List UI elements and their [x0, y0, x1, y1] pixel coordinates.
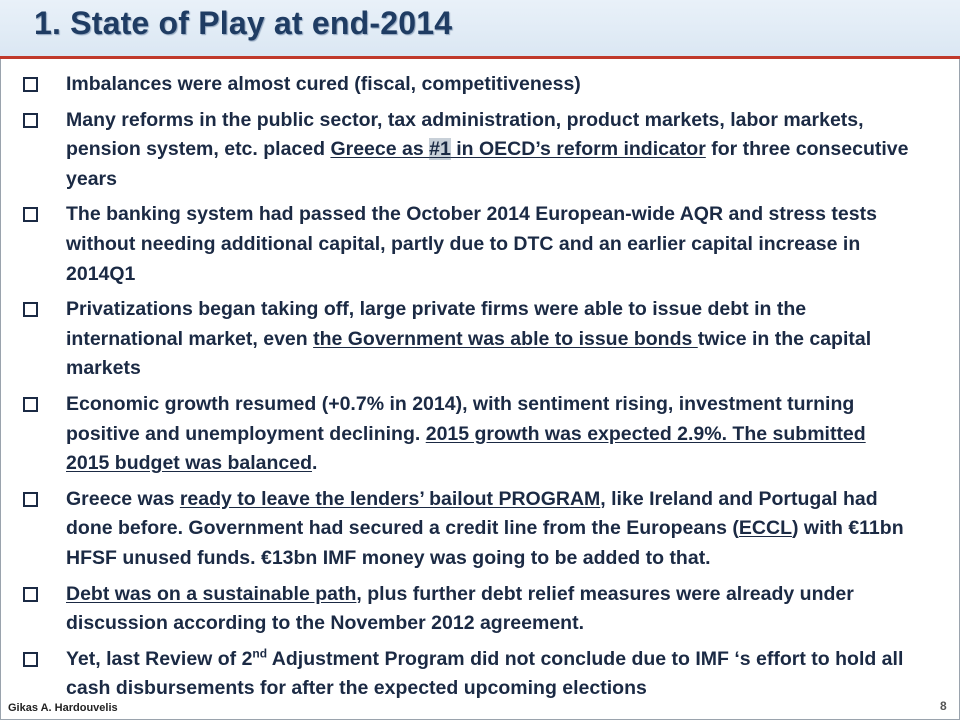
checkbox-bullet-icon [23, 587, 38, 602]
checkbox-bullet-icon [23, 492, 38, 507]
bullet-text: Yet, last Review of 2 [66, 647, 253, 670]
checkbox-bullet-icon [23, 77, 38, 92]
bullet-text: Imbalances were almost cured (fiscal, competitiveness) [66, 73, 581, 95]
bullet-text: . [312, 452, 318, 475]
bullet-item [0, 390, 960, 479]
page-number: 8 [940, 699, 947, 713]
slide-title: 1. State of Play at end-2014 [34, 5, 453, 41]
bullet-text: Economic growth resumed (+0.7% in 2014), with sentiment rising, investment turning positive and unemployment declining. [66, 392, 855, 445]
bullet-text: Privatizations began taking off, large private firms were able to issue debt in the international market, even [66, 298, 807, 350]
footer-author: Gikas A. Hardouvelis [8, 702, 118, 714]
checkbox-bullet-icon [23, 207, 38, 222]
underlined-text: ready to leave the lenders’ bailout PROGRAM [179, 487, 601, 510]
bullet-item [0, 645, 960, 704]
bullet-list [0, 70, 960, 710]
bullet-text: Many reforms in the public sector, tax administration, product markets, labor markets, pension system, etc. placed [66, 108, 864, 161]
bullet-item [0, 295, 960, 384]
bullet-text: The banking system had passed the October 2014 European-wide AQR and stress tests without needing additional capital, partly due to DTC and an earlier capital increase in 2014Q1 [66, 203, 877, 285]
bullet-text: , like Ireland and Portugal had done before. Government had secured a credit line from the Europeans ( [66, 487, 878, 540]
checkbox-bullet-icon [23, 652, 38, 667]
checkbox-bullet-icon [23, 113, 38, 128]
title-divider [0, 56, 960, 59]
underlined-text: the Government was able to issue bonds [313, 327, 698, 350]
checkbox-bullet-icon [23, 302, 38, 317]
underlined-text: in OECD’s reform indicator [450, 138, 706, 161]
title-bar [0, 0, 960, 56]
bullet-item [0, 200, 960, 289]
underlined-text: #1 [429, 138, 451, 161]
bullet-text: Adjustment Program did not conclude due to IMF ‘s effort to hold all cash disbursements for after the expected upcoming elections [66, 647, 904, 700]
bullet-text: ) with €11bn HFSF unused funds. €13bn IMF money was going to be added to that. [66, 517, 904, 569]
bullet-item [0, 70, 960, 100]
underlined-text: ECCL [738, 517, 792, 540]
checkbox-bullet-icon [23, 397, 38, 412]
bullet-text: , plus further debt relief measures were already under discussion according to the November 2012 agreement. [66, 582, 854, 635]
bullet-text: nd [252, 646, 268, 661]
bullet-text: twice in the capital markets [66, 327, 872, 380]
bullet-item [0, 580, 960, 639]
bullet-item [0, 485, 960, 574]
underlined-text: Greece as [330, 138, 430, 161]
bullet-text: for three consecutive years [66, 138, 909, 190]
underlined-text: 2015 growth was expected 2.9%. The submitted 2015 budget was balanced [66, 422, 866, 475]
bullet-item [0, 106, 960, 195]
bullet-text: Greece was [66, 487, 180, 510]
underlined-text: Debt was on a sustainable path [66, 582, 357, 605]
